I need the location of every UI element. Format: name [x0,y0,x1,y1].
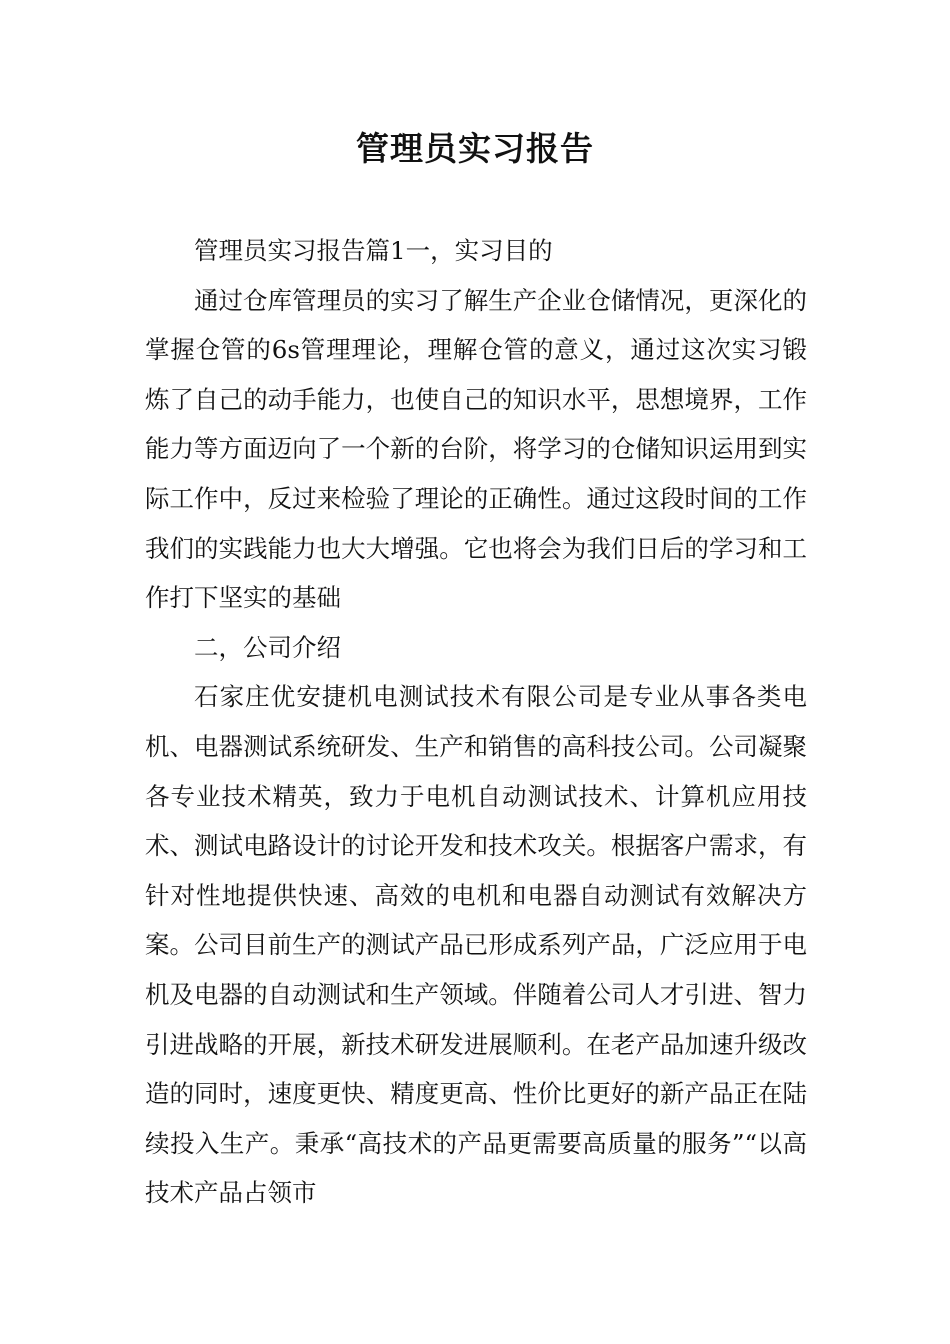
paragraph-company: 石家庄优安捷机电测试技术有限公司是专业从事各类电机、电器测试系统研发、生产和销售的高科技公司。公司凝聚各专业技术精英，致力于电机自动测试技术、计算机应用技术、测试电路设计的讨论开发和技术攻关。根据客户需求，有针对性地提供快速、高效的电机和电器自动测试有效解决方案。公司目前生产的测试产品已形成系列产品，广泛应用于电机及电器的自动测试和生产领域。伴随着公司人才引进、智力引进战略的开展，新技术研发进展顺利。在老产品加速升级改造的同时，速度更快、精度更高、性价比更好的新产品正在陆续投入生产。秉承“高技术的产品更需要高质量的服务”“以高技术产品占领市 [145,682,807,1208]
paragraph-purpose: 通过仓库管理员的实习了解生产企业仓储情况，更深化的掌握仓管的6s管理理论，理解仓管的意义，通过这次实习锻炼了自己的动手能力，也使自己的知识水平，思想境界，工作能力等方面迈向了一个新的台阶，将学习的仓储知识运用到实际工作中，反过来检验了理论的正确性。通过这段时间的工作我们的实践能力也大大增强。它也将会为我们日后的学习和工作打下坚实的基础 [145,285,807,613]
paragraph-heading-2: 二，公司介绍 [194,632,341,662]
paragraph-heading-1: 管理员实习报告篇1一，实习目的 [194,236,553,265]
document-body [145,226,807,1218]
document-title: 管理员实习报告 [356,129,594,168]
